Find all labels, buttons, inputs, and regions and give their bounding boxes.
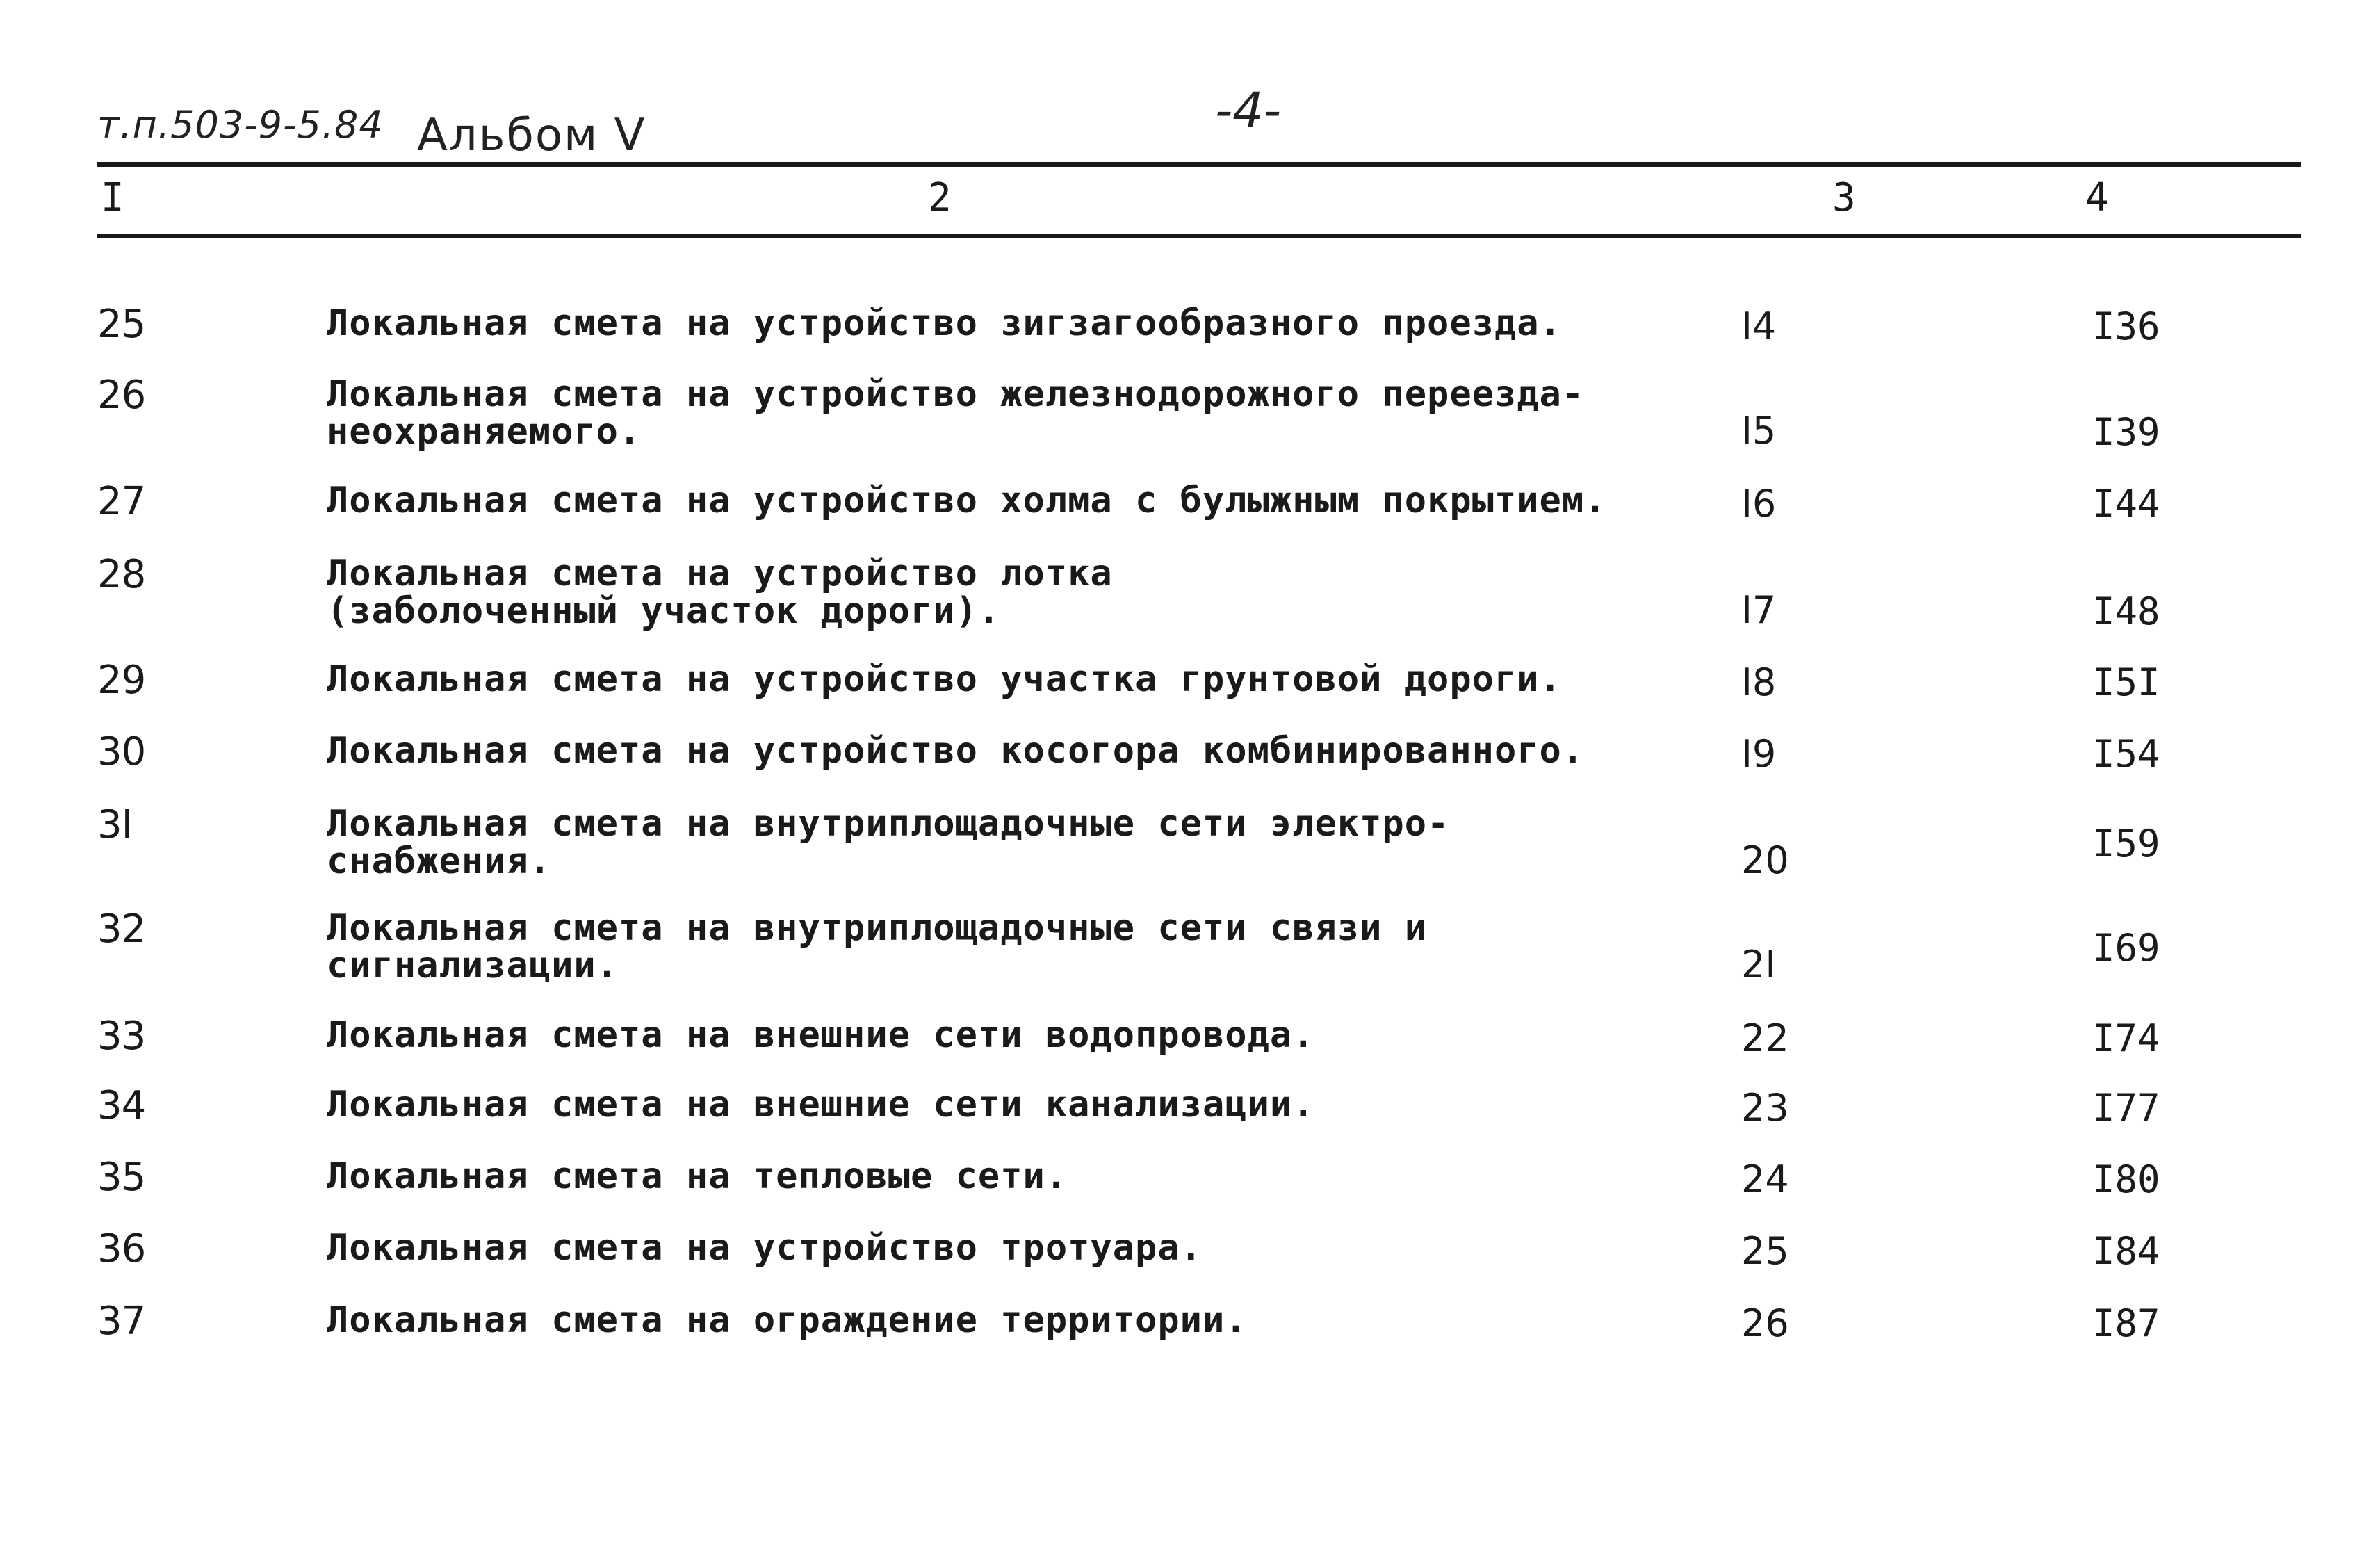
row-sheet: 25 [1741,1229,1789,1273]
column-header-1: I [101,175,124,220]
row-sheet: I7 [1741,588,1777,632]
row-page: I87 [2092,1301,2160,1345]
row-sheet: 23 [1741,1086,1789,1130]
column-header-2: 2 [928,175,952,220]
row-page: I5I [2092,660,2160,704]
column-header-4: 4 [2085,175,2109,220]
row-sheet: 26 [1741,1301,1789,1345]
header-rule-bottom [97,234,2301,238]
row-sheet: I9 [1741,732,1777,776]
row-title: Локальная смета на устройство холма с булыжным покрытием. [327,480,1607,521]
column-header-3: 3 [1832,175,1856,220]
row-number: 35 [97,1155,146,1200]
row-title: Локальная смета на устройство участка грунтовой дороги. [327,658,1562,700]
row-sheet: I8 [1741,660,1777,704]
row-title: Локальная смета на устройство зигзагообразного проезда. [327,302,1562,344]
row-title: Локальная смета на внутриплощадочные сети электро- снабжения. [327,803,1450,882]
row-title: Локальная смета на внешние сети водопровода. [327,1014,1315,1056]
row-sheet: 20 [1741,838,1789,882]
row-page: I84 [2092,1229,2160,1273]
row-number: 25 [97,302,146,347]
row-page: I59 [2092,822,2160,866]
row-sheet: I6 [1741,482,1777,526]
row-sheet: I5 [1741,409,1777,453]
row-page: I54 [2092,732,2160,776]
row-title: Локальная смета на тепловые сети. [327,1155,1068,1197]
page-number: -4- [1215,82,1282,139]
row-sheet: 22 [1741,1016,1789,1060]
row-page: I77 [2092,1086,2160,1130]
table-row [0,375,2380,480]
row-number: 29 [97,658,146,703]
row-number: 26 [97,373,146,418]
table-row [0,909,2380,1014]
row-number: 27 [97,479,146,524]
row-title: Локальная смета на устройство железнодорожного переезда- неохраняемого. [327,373,1585,453]
row-number: 28 [97,552,146,597]
header-rule-top [97,162,2301,167]
row-page: I80 [2092,1157,2160,1201]
row-title: Локальная смета на устройство лотка (заболоченный участок дороги). [327,553,1113,632]
row-page: I74 [2092,1016,2160,1060]
row-sheet: 2I [1741,943,1777,986]
row-number: 30 [97,729,146,774]
row-title: Локальная смета на ограждение территории. [327,1299,1248,1341]
row-number: 3I [97,802,133,847]
row-page: I48 [2092,590,2160,633]
row-number: 33 [97,1014,146,1059]
row-page: I69 [2092,926,2160,970]
row-page: I39 [2092,410,2160,454]
document-code: т.п.503-9-5.84 [97,103,384,147]
album-title: Альбом V [417,110,646,161]
row-title: Локальная смета на внутриплощадочные сети связи и сигнализации. [327,907,1428,986]
row-number: 34 [97,1083,146,1128]
row-number: 36 [97,1226,146,1271]
table-row [0,1301,2380,1406]
row-number: 32 [97,907,146,952]
row-title: Локальная смета на устройство косогора комбинированного. [327,730,1585,772]
row-page: I44 [2092,482,2160,526]
row-number: 37 [97,1299,146,1344]
table-row [0,802,2380,909]
table-row [0,552,2380,659]
row-title: Локальная смета на внешние сети канализации. [327,1084,1315,1126]
row-page: I36 [2092,304,2160,348]
row-sheet: 24 [1741,1157,1789,1201]
row-sheet: I4 [1741,304,1777,348]
row-title: Локальная смета на устройство тротуара. [327,1227,1203,1269]
